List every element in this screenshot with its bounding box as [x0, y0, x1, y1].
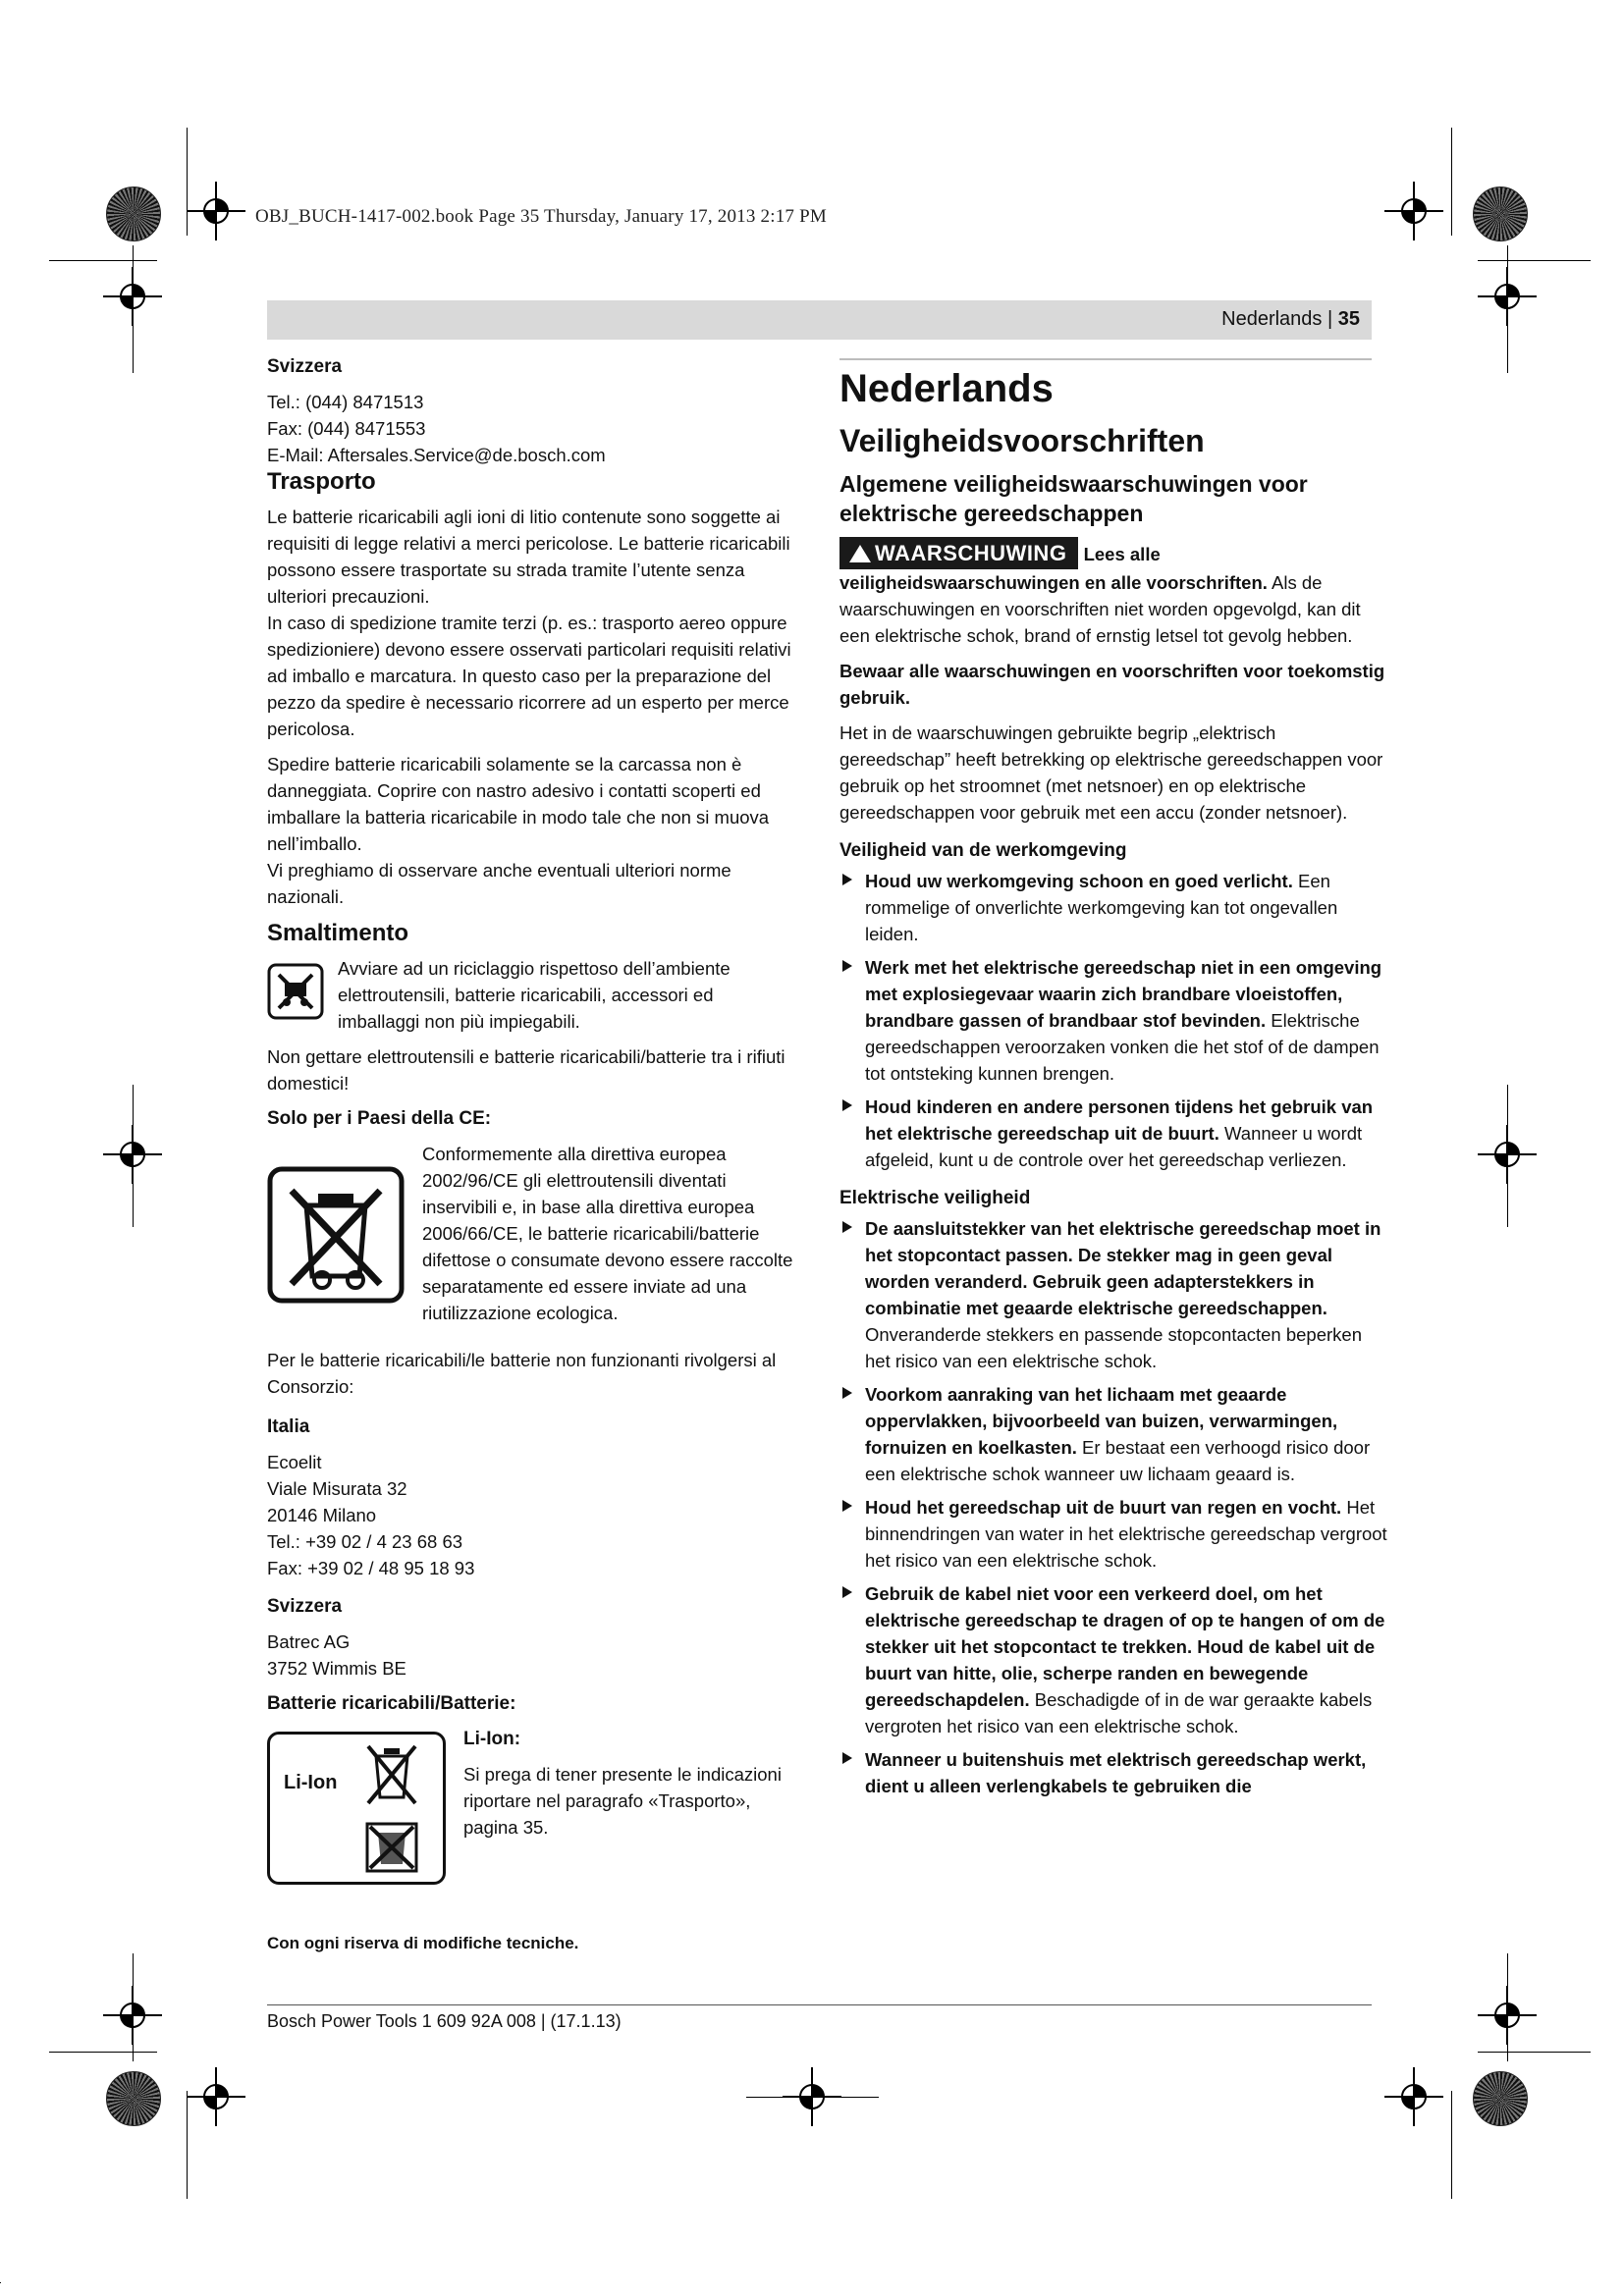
page-header: [267, 300, 1372, 340]
smaltimento-p1: Avviare ad un riciclaggio rispettoso dell’ambiente elettroutensili, batterie ricaricabili, accessori ed imballaggi non più impiegabili.: [338, 958, 731, 1032]
liion-label: Li-Ion: [284, 1772, 338, 1793]
list-item: Houd uw werkomgeving schoon en goed verlicht. Een rommelige of onverlichte werkomgeving kan tot ongevallen leiden.: [839, 868, 1389, 947]
battery-bin-icon: [360, 1740, 423, 1809]
right-column: [839, 365, 1389, 1806]
registration-mark-icon: [1478, 1986, 1537, 2045]
elektrisch-heading: Elektrische veiligheid: [839, 1188, 1031, 1208]
svizzera2-l2: 3752 Wimmis BE: [267, 1658, 406, 1679]
recycling-disposal-icon: [267, 963, 324, 1020]
reserve-note: Con ogni riserva di modifiche tecniche.: [267, 1934, 579, 1952]
warning-bold: Lees alle veiligheidswaarschuwingen en alle voorschriften.: [839, 544, 1268, 593]
ce-heading: Solo per i Paesi della CE:: [267, 1108, 492, 1129]
begrip-text: Het in de waarschuwingen gebruikte begrip „elektrisch gereedschap” heeft betrekking op elektrische gereedschappen voor gebruik op het stroomnet (met netsnoer) en op elektrische gereedschappen voor gebruik met een accu (zonder netsnoer).: [839, 722, 1383, 823]
liion-symbol: [267, 1732, 446, 1885]
list-item: Houd kinderen en andere personen tijdens het gebruik van het elektrische gereedschap uit de buurt. Wanneer u wordt afgeleid, kunt u de controle over het gereedschap verliezen.: [839, 1094, 1389, 1173]
header-label: [1221, 308, 1360, 331]
italia-l1: Ecoelit: [267, 1452, 322, 1472]
hazard-bin-icon: [364, 1821, 419, 1874]
registration-mark-icon: [103, 1125, 162, 1184]
list-item: De aansluitstekker van het elektrische gereedschap moet in het stopcontact passen. De stekker mag in geen geval worden veranderd. Gebruik geen adapterstekkers in combinatie met geaarde elektrische gereedschappen. Onveranderde stekkers en passende stopcontacten beperken het risico van een elektrische schok.: [839, 1215, 1389, 1374]
footer-rule: [267, 2004, 1372, 2005]
warning-label: WAARSCHUWING: [875, 541, 1067, 565]
svizzera-tel: Tel.: (044) 8471513: [267, 392, 424, 412]
liion-heading: Li-Ion:: [463, 1729, 521, 1749]
smaltimento-p3: Per le batterie ricaricabili/le batterie non funzionanti rivolgersi al Consorzio:: [267, 1350, 777, 1397]
italia-l5: Fax: +39 02 / 48 95 18 93: [267, 1558, 475, 1578]
section-title: Veiligheidsvoorschriften: [839, 423, 1205, 458]
page-number: 35: [1337, 308, 1360, 330]
italia-l2: Viale Misurata 32: [267, 1478, 407, 1499]
svizzera2-l1: Batrec AG: [267, 1631, 351, 1652]
warning-badge: [839, 537, 1078, 569]
subtitle: Algemene veiligheidswaarschuwingen voor elektrische gereedschappen: [839, 471, 1308, 526]
color-disc-icon: [1473, 187, 1528, 241]
list-item: Wanneer u buitenshuis met elektrisch gereedschap werkt, dient u alleen verlengkabels te gebruiken die: [839, 1746, 1389, 1799]
svizzera-fax: Fax: (044) 8471553: [267, 418, 426, 439]
trasporto-p3: Spedire batterie ricaricabili solamente se la carcassa non è danneggiata. Coprire con nastro adesivo i contatti scoperti ed imballare la batteria ricaricabile in modo tale che non si muova nell’imballo.: [267, 754, 770, 854]
registration-mark-icon: [187, 2067, 245, 2126]
smaltimento-p2: Non gettare elettroutensili e batterie ricaricabili/batterie tra i rifiuti domestici!: [267, 1046, 785, 1094]
list-item: Voorkom aanraking van het lichaam met geaarde oppervlakken, bijvoorbeeld van buizen, verwarmingen, fornuizen en koelkasten. Er bestaat een verhoogd risico door een elektrische schok wanneer uw lichaam geaard is.: [839, 1381, 1389, 1487]
list-item: Gebruik de kabel niet voor een verkeerd doel, om het elektrische gereedschap te dragen of op te hangen of om de stekker uit het stopcontact te trekken. Houd de kabel uit de buurt van hitte, olie, scherpe randen en bewegende gereedschapdelen. Beschadigde of in de war geraakte kabels vergroten het risico van een elektrische schok.: [839, 1580, 1389, 1739]
file-info-line: OBJ_BUCH-1417-002.book Page 35 Thursday, January 17, 2013 2:17 PM: [255, 206, 827, 227]
italia-l4: Tel.: +39 02 / 4 23 68 63: [267, 1531, 463, 1552]
svizzera-heading: Svizzera: [267, 356, 343, 377]
list-item: Houd het gereedschap uit de buurt van regen en vocht. Het binnendringen van water in het elektrische gereedschap vergroot het risico van een elektrische schok.: [839, 1494, 1389, 1574]
warning-triangle-icon: [849, 545, 871, 562]
header-language: Nederlands: [1221, 308, 1323, 330]
color-disc-icon: [106, 187, 161, 241]
registration-mark-icon: [103, 267, 162, 326]
trasporto-p2: In caso di spedizione tramite terzi (p. es.: trasporto aereo oppure spedizioniere) devono essere osservati particolari requisiti relativi ad imballo e marcatura. In questo caso per la preparazione del pezzo da spedire è necessario ricorrere ad un esperto per merce pericolosa.: [267, 613, 791, 739]
bewaar-text: Bewaar alle waarschuwingen en voorschriften voor toekomstig gebruik.: [839, 661, 1385, 708]
trasporto-p1: Le batterie ricaricabili agli ioni di litio contenute sono soggette ai requisiti di legge relativi a merci pericolose. Le batterie ricaricabili possono essere trasportate su strada tramite l’utente senza ulteriori precauzioni.: [267, 507, 790, 607]
trasporto-heading: Trasporto: [267, 468, 376, 495]
registration-mark-icon: [1384, 182, 1443, 240]
smaltimento-heading: Smaltimento: [267, 920, 409, 946]
registration-mark-icon: [1478, 1125, 1537, 1184]
ce-text: Conformemente alla direttiva europea 2002/96/CE gli elettroutensili diventati inservibili e, in base alla direttiva europea 2006/66/CE, le batterie ricaricabili/batterie difettose o consumate devono essere raccolte separatamente ed essere inviate ad una riutilizzazione ecologica.: [422, 1144, 793, 1323]
header-separator: |: [1322, 308, 1338, 330]
werkomgeving-heading: Veiligheid van de werkomgeving: [839, 840, 1127, 861]
trasporto-p4: Vi preghiamo di osservare anche eventuali ulteriori norme nazionali.: [267, 860, 731, 907]
liion-text: Si prega di tener presente le indicazioni riportare nel paragrafo «Trasporto», pagina 35.: [463, 1764, 782, 1838]
right-column-rule: [839, 358, 1372, 360]
warning-text: Als de waarschuwingen en voorschriften niet worden opgevolgd, kan dit een elektrische schok, brand of ernstig letsel tot gevolg hebben.: [839, 572, 1361, 646]
registration-mark-icon: [1384, 2067, 1443, 2126]
italia-heading: Italia: [267, 1416, 310, 1437]
batterie-heading: Batterie ricaricabili/Batterie:: [267, 1693, 516, 1714]
svizzera2-heading: Svizzera: [267, 1596, 343, 1617]
svizzera-email: E-Mail: Aftersales.Service@de.bosch.com: [267, 445, 606, 465]
left-column: [267, 353, 797, 1965]
list-item: Werk met het elektrische gereedschap niet in een omgeving met explosiegevaar waarin zich brandbare vloeistoffen, brandbare gassen of brandbaar stof bevinden. Elektrische gereedschappen veroorzaken vonken die het stof of de dampen tot ontsteking kunnen brengen.: [839, 954, 1389, 1087]
footer-text: Bosch Power Tools 1 609 92A 008 | (17.1.13): [267, 2011, 622, 2031]
italia-l3: 20146 Milano: [267, 1505, 377, 1525]
language-title: Nederlands: [839, 367, 1054, 410]
crossed-bin-icon: [267, 1166, 405, 1304]
registration-mark-icon: [1478, 267, 1537, 326]
color-disc-icon: [106, 2071, 161, 2126]
registration-mark-icon: [187, 182, 245, 240]
registration-mark-icon: [103, 1986, 162, 2045]
color-disc-icon: [1473, 2071, 1528, 2126]
